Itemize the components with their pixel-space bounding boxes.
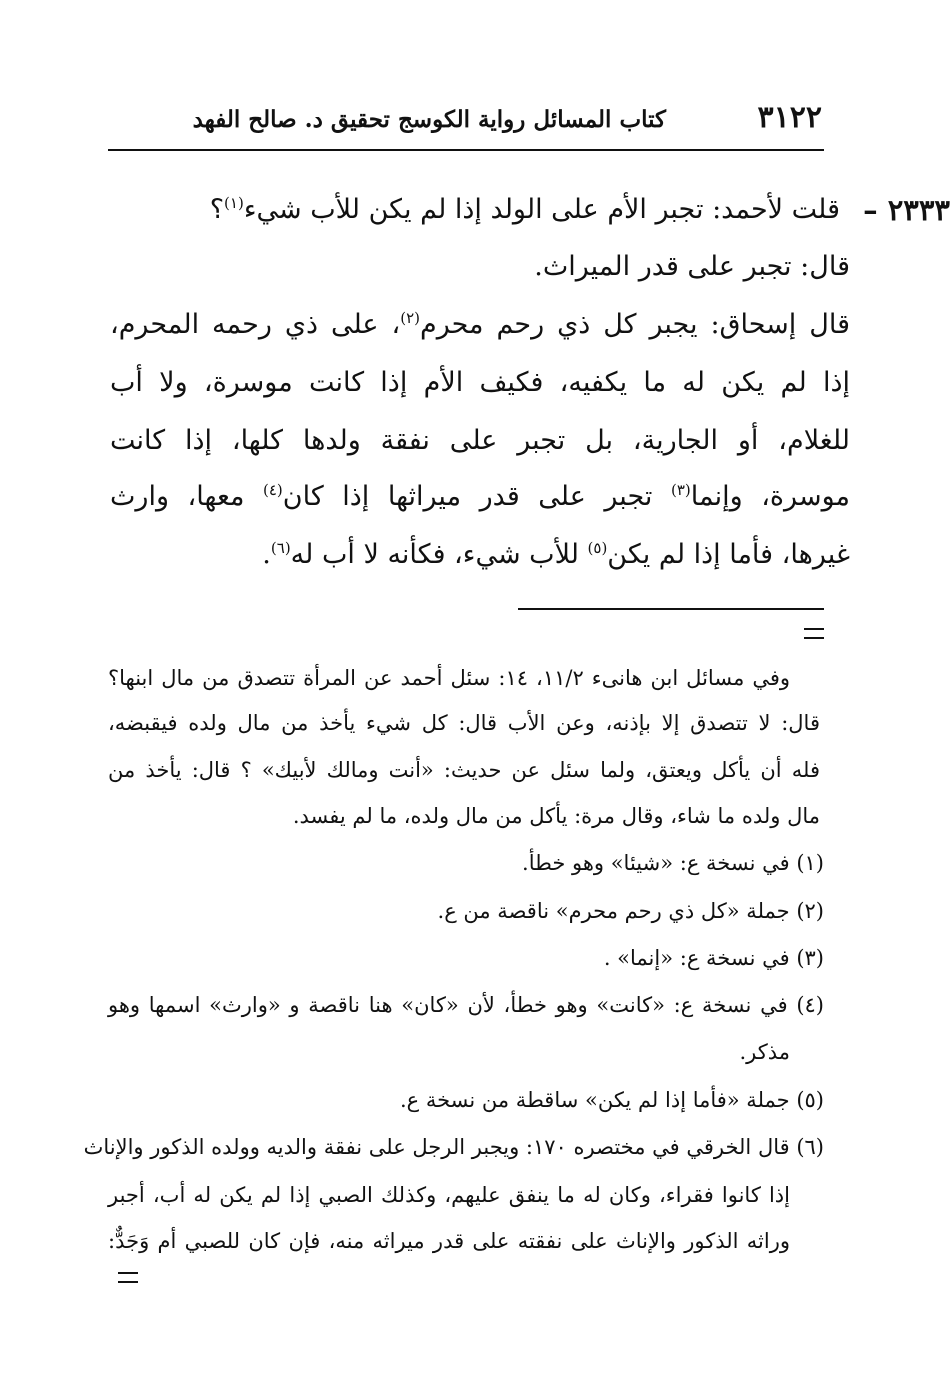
footnote-4: (٤) في نسخة ع: «كانت» وهو خطأ، لأن «كان» هنا ناقصة و «وارث» اسمها وهو [108,993,824,1017]
question-line [210,196,840,223]
continuation-mark-top [804,628,824,639]
line6-text-c: معها، وارث [110,481,263,512]
body-line-6 [110,483,850,510]
question-text: قلت لأحمد: تجبر الأم على الولد إذا لم يكن للأب شيء [243,194,840,225]
line7-text-a: غيرها، فأما إذا لم يكن [607,539,850,570]
footnote-2: (٢) جملة «كل ذي رحم محرم» ناقصة من ع. [437,899,824,923]
body-line-4: إذا لم يكن له ما يكفيه، فكيف الأم إذا كانت موسرة، ولا أب [110,367,850,398]
answer-line: قال: تجبر على قدر الميراث. [534,251,850,282]
footnote-continuation-line: فله أن يأكل ويعتق، ولما سئل عن حديث: «أنت ومالك لأبيك» ؟ قال: يأخذ من [108,758,820,782]
continuation-mark-bottom [118,1272,138,1283]
body-line-5: للغلام، أو الجارية، بل تجبر على نفقة ولدها كلها، إذا كانت [110,425,850,456]
footnote-ref-5[interactable]: (٥) [587,539,608,557]
page-header [108,98,824,144]
footnote-continuation-line: قال: لا تتصدق إلا بإذنه، وعن الأب قال: كل شيء يأخذ من مال ولده فيقبضه، [108,711,820,735]
footnote-1: (١) في نسخة ع: «شيئا» وهو خطأ. [522,851,824,875]
ishaq-line [110,311,850,338]
body-line-7 [262,541,850,568]
header-rule [108,149,824,151]
line6-text-b: تجبر على قدر ميراثها إذا كان [282,481,671,512]
ishaq-text-a: قال إسحاق: يجبر كل ذي رحم محرم [419,309,850,340]
footnote-ref-3[interactable]: (٣) [670,481,691,499]
footnote-separator [518,608,824,610]
footnote-ref-2[interactable]: (٢) [400,309,420,327]
footnote-ref-6[interactable]: (٦) [270,539,291,557]
line7-text-b: للأب شيء، فكأنه لا أب له [290,539,588,570]
page-number: ٣١٢٢ [757,100,822,135]
footnote-continuation-line: مال ولده ما شاء، وقال مرة: يأكل من مال ولده، ما لم يفسد. [292,804,820,828]
footnote-6-continued: وراثه الذكور والإناث على نفقته على قدر ميراثه منه، فإن كان للصبي أم وَجَدٌّ: [108,1229,790,1253]
footnote-5: (٥) جملة «فأما إذا لم يكن» ساقطة من نسخة ع. [399,1088,824,1112]
footnote-ref-4[interactable]: (٤) [263,481,283,499]
line7-text-c: . [262,539,271,570]
footnote-6: (٦) قال الخرقي في مختصره ١٧٠: ويجبر الرجل على نفقة والديه وولده الذكور والإناث [83,1135,824,1159]
issue-number: ٢٣٣٣ – [863,193,950,227]
line6-text-a: موسرة، وإنما [690,481,850,512]
question-mark: ؟ [209,194,225,225]
footnote-6-continued: إذا كانوا فقراء، وكان له ما ينفق عليهم، وكذلك الصبي إذا لم يكن له أب، أجبر [108,1183,790,1207]
footnote-4-continued: مذكر. [739,1040,790,1064]
footnote-continuation-line: وفي مسائل ابن هانىء ١١/٢، ١٤: سئل أحمد عن المرأة تتصدق من مال ابنها؟ [108,666,791,690]
running-title: كتاب المسائل رواية الكوسج تحقيق د. صالح الفهد [192,106,666,133]
footnote-ref-1[interactable]: (١) [224,194,244,212]
footnote-3: (٣) في نسخة ع: «إنما» . [603,946,824,970]
ishaq-text-b: ، على ذي رحمه المحرم، [110,309,401,340]
